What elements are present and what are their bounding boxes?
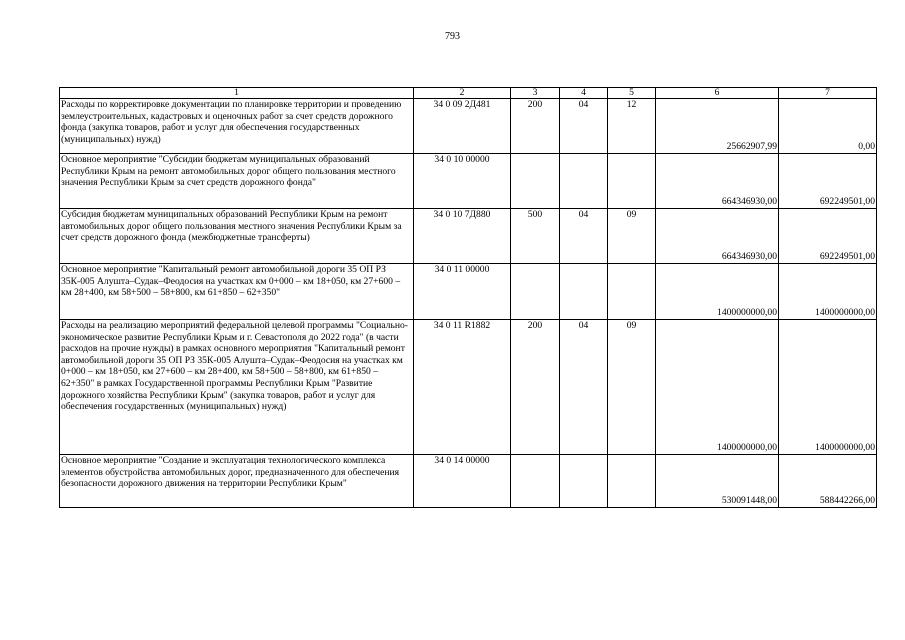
row-expense-type bbox=[511, 154, 560, 209]
table-header-row bbox=[60, 88, 877, 99]
row-description: Основное мероприятие "Субсидии бюджетам муниципальных образований Республики Крым на ремонт автомобильных дорог общего пользования местного значения Республики Крым за счет средств дорожного фонда" bbox=[60, 154, 414, 209]
row-section: 04 bbox=[560, 209, 608, 264]
row-expense-type: 500 bbox=[511, 209, 560, 264]
row-amount-col7: 692249501,00 bbox=[779, 154, 877, 209]
row-amount-col7: 692249501,00 bbox=[779, 209, 877, 264]
row-amount-col6: 1400000000,00 bbox=[656, 320, 779, 455]
table-row bbox=[60, 99, 877, 154]
row-subsection bbox=[608, 264, 656, 320]
row-subsection: 09 bbox=[608, 209, 656, 264]
row-expense-type: 200 bbox=[511, 99, 560, 154]
table-row bbox=[60, 320, 877, 455]
column-header: 7 bbox=[779, 88, 877, 99]
row-subsection bbox=[608, 455, 656, 508]
row-amount-col6: 664346930,00 bbox=[656, 154, 779, 209]
row-section bbox=[560, 264, 608, 320]
column-header: 4 bbox=[560, 88, 608, 99]
row-description: Субсидия бюджетам муниципальных образований Республики Крым на ремонт автомобильных дорог общего пользования местного значения Республики Крым за счет средств дорожного фонда (межбюджетные трансферты) bbox=[60, 209, 414, 264]
table-row bbox=[60, 209, 877, 264]
row-amount-col6: 530091448,00 bbox=[656, 455, 779, 508]
row-target-code: 34 0 10 7Д880 bbox=[414, 209, 511, 264]
table-row bbox=[60, 455, 877, 508]
row-expense-type: 200 bbox=[511, 320, 560, 455]
row-amount-col7: 0,00 bbox=[779, 99, 877, 154]
row-section: 04 bbox=[560, 320, 608, 455]
row-subsection: 12 bbox=[608, 99, 656, 154]
row-target-code: 34 0 10 00000 bbox=[414, 154, 511, 209]
row-description: Расходы на реализацию мероприятий федеральной целевой программы "Социально-экономическое развитие Республики Крым и г. Севастополя до 2022 года" (в части расходов на прочие нужды) в рамках основного мероприятия "Капитальный ремонт автомобильной дороги 35 ОП РЗ 35К-005 Алушта–Судак–Феодосия на участках км 0+000 – км 18+050, км 27+600 – км 28+400, км 58+500 – 58+800, км 61+850 – 62+350" в рамках Государственной программы Республики Крым "Развитие дорожного хозяйства Республики Крым" (закупка товаров, работ и услуг для обеспечения государственных (муниципальных) нужд) bbox=[60, 320, 414, 455]
row-target-code: 34 0 09 2Д481 bbox=[414, 99, 511, 154]
row-description: Основное мероприятие "Создание и эксплуатация технологического комплекса элементов обустройства автомобильных дорог, предназначенного для обеспечения безопасности дорожного движения на территории Республики Крым" bbox=[60, 455, 414, 508]
row-amount-col7: 1400000000,00 bbox=[779, 320, 877, 455]
row-description: Расходы по корректировке документации по планировке территории и проведению землеустроительных, кадастровых и оценочных работ за счет средств дорожного фонда (закупка товаров, работ и услуг для обеспечения государственных (муниципальных) нужд) bbox=[60, 99, 414, 154]
row-target-code: 34 0 11 00000 bbox=[414, 264, 511, 320]
row-amount-col7: 588442266,00 bbox=[779, 455, 877, 508]
row-description: Основное мероприятие "Капитальный ремонт автомобильной дороги 35 ОП РЗ 35К-005 Алушта–Судак–Феодосия на участках км 0+000 – км 18+050, км 27+600 – км 28+400, км 58+500 – 58+800, км 61+850 – 62+350" bbox=[60, 264, 414, 320]
page-number: 793 bbox=[445, 31, 460, 42]
row-subsection: 09 bbox=[608, 320, 656, 455]
row-subsection bbox=[608, 154, 656, 209]
budget-table bbox=[59, 87, 877, 508]
row-section: 04 bbox=[560, 99, 608, 154]
column-header: 2 bbox=[414, 88, 511, 99]
row-amount-col6: 664346930,00 bbox=[656, 209, 779, 264]
column-header: 6 bbox=[656, 88, 779, 99]
row-expense-type bbox=[511, 455, 560, 508]
column-header: 5 bbox=[608, 88, 656, 99]
row-section bbox=[560, 455, 608, 508]
row-target-code: 34 0 11 R1882 bbox=[414, 320, 511, 455]
row-target-code: 34 0 14 00000 bbox=[414, 455, 511, 508]
row-amount-col7: 1400000000,00 bbox=[779, 264, 877, 320]
row-section bbox=[560, 154, 608, 209]
table-row bbox=[60, 264, 877, 320]
row-amount-col6: 25662907,99 bbox=[656, 99, 779, 154]
column-header: 1 bbox=[60, 88, 414, 99]
row-expense-type bbox=[511, 264, 560, 320]
table-row bbox=[60, 154, 877, 209]
row-amount-col6: 1400000000,00 bbox=[656, 264, 779, 320]
column-header: 3 bbox=[511, 88, 560, 99]
